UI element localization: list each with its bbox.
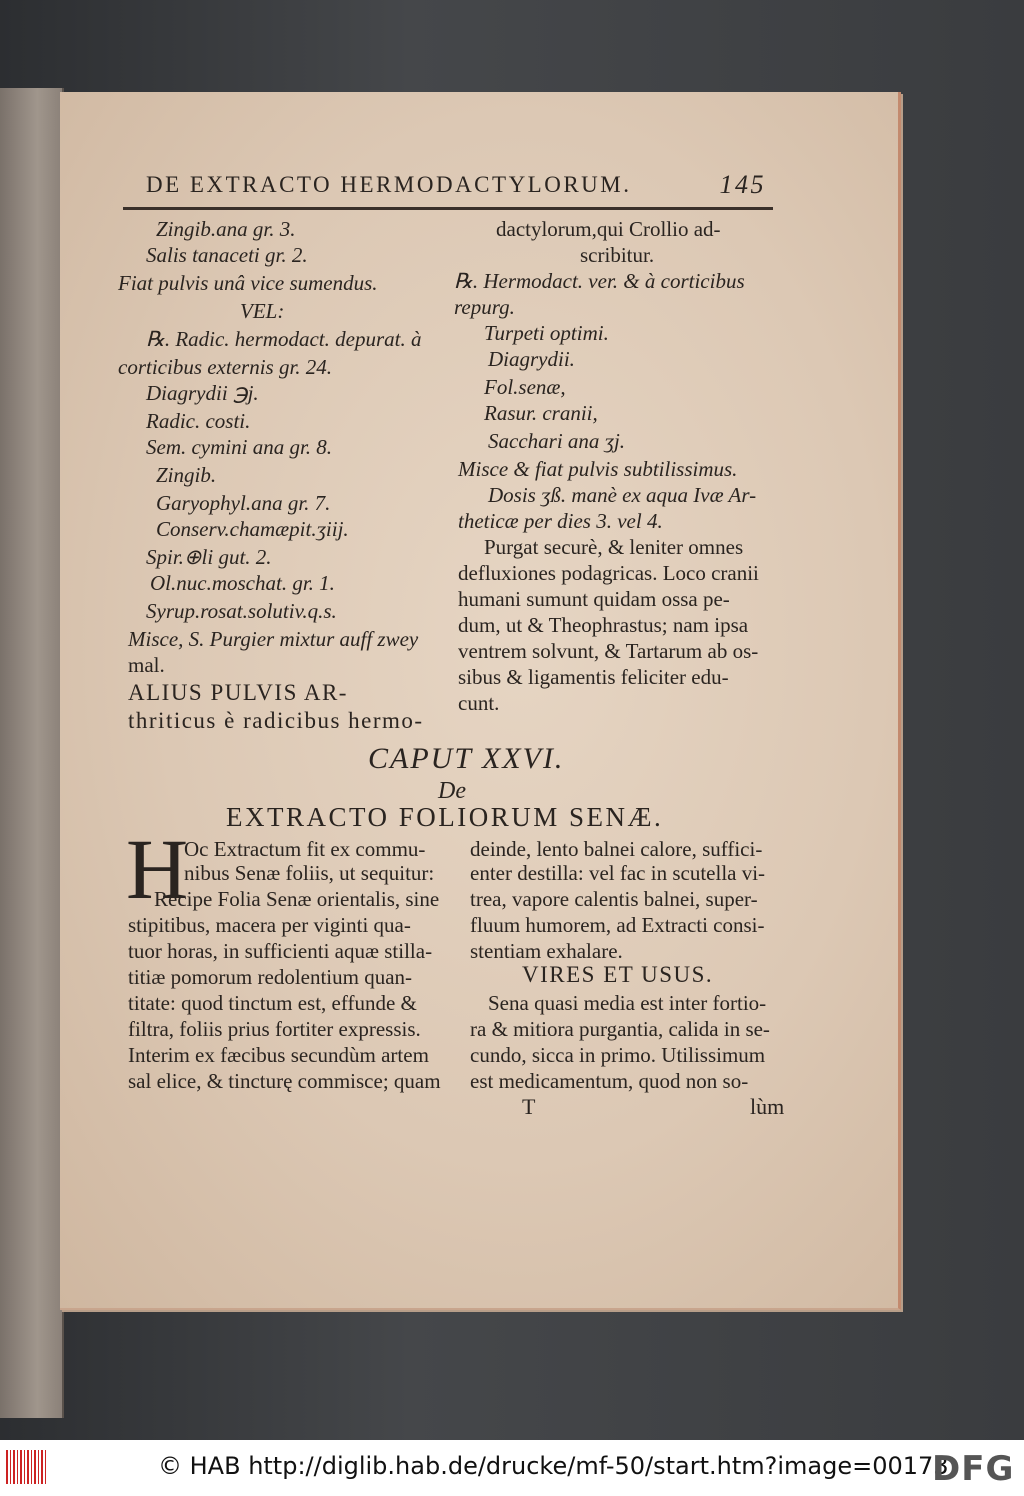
left-line: mal. [128, 653, 165, 677]
signature-mark: T [522, 1094, 536, 1119]
right-line: Dosis ʒß. manè ex aqua Ivæ Ar- [488, 483, 757, 507]
running-head-title: DE EXTRACTO HERMODACTYLORUM. [146, 172, 632, 197]
right-line: Purgat securè, & leniter omnes [484, 535, 744, 559]
body-right-line: cundo, sicca in primo. Utilissimum [470, 1043, 766, 1067]
left-line: Sem. cymini ana gr. 8. [146, 435, 333, 459]
right-line: humani sumunt quidam ossa pe- [458, 587, 730, 611]
right-line: ventrem solvunt, & Tartarum ab os- [458, 639, 759, 663]
body-right-line: stentiam exhalare. [470, 939, 623, 963]
right-line: Diagrydii. [488, 347, 575, 371]
body-left-line: titiæ pomorum redolentium quan- [128, 965, 413, 989]
previous-page-edge [0, 88, 64, 1418]
body-right-line: Sena quasi media est inter fortio- [488, 991, 767, 1015]
right-line: Misce & fiat pulvis subtilissimus. [458, 457, 738, 481]
right-line: sibus & ligamentis feliciter edu- [458, 665, 729, 689]
right-line: Rasur. cranii, [484, 401, 598, 425]
body-right-line: ra & mitiora purgantia, calida in se- [470, 1017, 770, 1041]
right-line: Sacchari ana ʒj. [488, 429, 626, 453]
body-left-line: nibus Senæ foliis, ut sequitur: [184, 861, 435, 885]
left-line: Zingib.ana gr. 3. [156, 217, 296, 241]
right-line: defluxiones podagricas. Loco cranii [458, 561, 759, 585]
left-line: VEL: [240, 299, 285, 323]
left-line: Zingib. [156, 463, 217, 487]
page-number: 145 [719, 170, 766, 199]
chapter-title: EXTRACTO FOLIORUM SENÆ. [226, 802, 664, 832]
right-line: Fol.senæ, [484, 375, 566, 399]
left-line: Misce, S. Purgier mixtur auff zwey [128, 627, 419, 651]
right-line: dactylorum,qui Crollio ad- [496, 217, 721, 241]
left-line: Spir.⊕li gut. 2. [146, 545, 272, 569]
copyright-link[interactable]: © HAB http://diglib.hab.de/drucke/mf-50/start.htm?image=00173 [158, 1452, 949, 1480]
left-line: Garyophyl.ana gr. 7. [156, 491, 331, 515]
left-line: Salis tanaceti gr. 2. [146, 243, 308, 267]
right-line: repurg. [454, 295, 515, 319]
right-line: ℞. Hermodact. ver. & à corticibus [454, 269, 745, 293]
body-left-line: stipitibus, macera per viginti qua- [128, 913, 411, 937]
body-left-line: sal elice, & tincturę commisce; quam [128, 1069, 441, 1093]
right-line: cunt. [458, 691, 500, 715]
left-line: Diagrydii ℈j. [146, 381, 259, 405]
dfg-logo: DFG [932, 1449, 1015, 1489]
left-line: Syrup.rosat.solutiv.q.s. [146, 599, 337, 623]
body-right-line: trea, vapore calentis balnei, super- [470, 887, 758, 911]
body-right-line: deinde, lento balnei calore, suffici- [470, 837, 763, 861]
body-right-line: est medicamentum, quod non so- [470, 1069, 749, 1093]
left-line: thriticus è radicibus hermo- [128, 708, 424, 733]
left-line: ALIUS PULVIS AR- [128, 680, 348, 705]
header-rule [123, 207, 773, 210]
body-left-line: Recipe Folia Senæ orientalis, sine [154, 887, 440, 911]
left-line: Conserv.chamæpit.ʒiij. [156, 517, 349, 541]
right-line: scribitur. [580, 243, 655, 267]
body-right-line: fluum humorem, ad Extracti consi- [470, 913, 765, 937]
catchword: lùm [750, 1094, 785, 1119]
body-left-line: titate: quod tinctum est, effunde & [128, 991, 417, 1015]
body-right-line: enter destilla: vel fac in scutella vi- [470, 861, 766, 885]
section-heading: VIRES ET USUS. [522, 962, 714, 987]
right-line: Turpeti optimi. [484, 321, 609, 345]
left-line: corticibus externis gr. 24. [118, 355, 333, 379]
running-head [146, 170, 778, 206]
body-left-line: Oc Extractum fit ex commu- [184, 837, 426, 861]
chapter-de: De [438, 778, 466, 804]
left-line: Radic. costi. [146, 409, 251, 433]
right-line: theticæ per dies 3. vel 4. [458, 509, 663, 533]
left-line: ℞. Radic. hermodact. depurat. à [146, 327, 422, 351]
body-left-line: filtra, foliis prius fortiter expressis. [128, 1017, 421, 1041]
drop-cap: H [126, 821, 189, 917]
footer-bar [0, 1440, 1024, 1496]
barcode-icon [6, 1450, 46, 1484]
body-left-line: tuor horas, in sufficienti aquæ stilla- [128, 939, 433, 963]
right-line: dum, ut & Theophrastus; nam ipsa [458, 613, 749, 637]
left-line: Fiat pulvis unâ vice sumendus. [118, 271, 378, 295]
left-line: Ol.nuc.moschat. gr. 1. [150, 571, 335, 595]
body-left-line: Interim ex fæcibus secundùm artem [128, 1043, 429, 1067]
chapter-number: CAPUT XXVI. [368, 742, 565, 775]
